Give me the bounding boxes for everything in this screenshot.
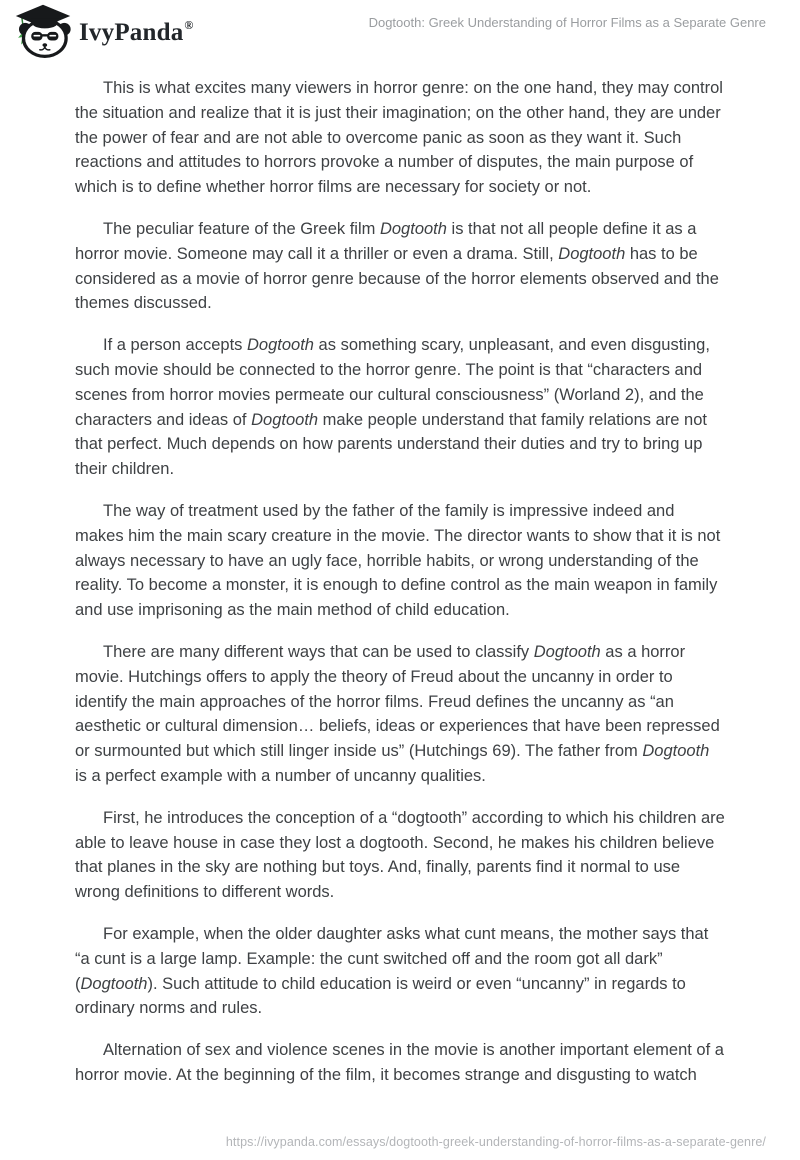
paragraph-text: Alternation of sex and violence scenes in the movie is another important element of a horror movie. At the beginning of the film, it becomes strange and disgusting to watch [75,1041,724,1084]
paragraph-text: as a horror movie. Hutchings offers to apply the theory of Freud about the uncanny in order to identify the main approaches of the horror films. Freud defines the uncanny as “an aesthetic or cultural dimension… beliefs, ideas or experiences that have been repressed or surmounted but which still linger inside us” (Hutchings 69). The father from [75,642,720,761]
paragraph-text: For example, when the older daughter asks what cunt means, the mother says that “a cunt is a large lamp. Example: the cunt switched off and the room got all dark” ( [75,924,709,993]
source-url: https://ivypanda.com/essays/dogtooth-greek-understanding-of-horror-films-as-a-separate-genre/ [225,1135,766,1149]
essay-paragraph [75,1038,725,1088]
paragraph-text: This is what excites many viewers in horror genre: on the one hand, they may control the situation and realize that it is just their imagination; on the other hand, they are under the power of fear and are not able to overcome panic as soon as they want it. Such reactions and attitudes to horrors provoke a number of disputes, the main purpose of which is to define whether horror films are necessary for society or not. [75,79,723,197]
registered-mark: ® [184,17,194,32]
essay-paragraph [75,499,725,623]
paragraph-text: as something scary, unpleasant, and even disgusting, such movie should be connected to the horror genre. The point is that “characters and scenes from horror movies permeate our cultural consciousness” (Worland 2), and the characters and ideas of [75,336,710,429]
film-title-italic: Dogtooth [558,244,626,263]
film-title-italic: Dogtooth [533,642,601,661]
ivypanda-logo-icon [14,3,72,64]
essay-paragraph [75,640,725,789]
paragraph-text: There are many different ways that can be used to classify [103,642,534,661]
essay-paragraph [75,806,725,905]
essay-paragraph [75,922,725,1021]
brand-text: IvyPanda [79,19,184,46]
page-header [0,0,800,62]
essay-body [0,62,725,1088]
paragraph-text: is a perfect example with a number of uncanny qualities. [75,766,486,785]
paragraph-text: has to be considered as a movie of horror genre because of the horror elements observed and the themes discussed. [75,244,719,313]
paragraph-text: ). Such attitude to child education is weird or even “uncanny” in regards to ordinary norms and rules. [75,974,686,1018]
paragraph-text: make people understand that family relations are not that perfect. Much depends on how parents understand their duties and try to bring up their children. [75,410,707,479]
essay-paragraph [75,333,725,482]
film-title-italic: Dogtooth [642,742,710,761]
film-title-italic: Dogtooth [247,336,314,355]
essay-paragraph [75,217,725,316]
document-title: Dogtooth: Greek Understanding of Horror Films as a Separate Genre [368,15,766,30]
paragraph-text: The way of treatment used by the father of the family is impressive indeed and makes him the main scary creature in the movie. The director wants to show that it is not always necessary to have an ugly face, horrible habits, or wrong understanding of the reality. To become a monster, it is enough to define control as the main weapon in family and use imprisoning as the main method of child education. [75,501,721,620]
paragraph-text: The peculiar feature of the Greek film [103,219,380,238]
film-title-italic: Dogtooth [251,410,319,429]
film-title-italic: Dogtooth [379,219,447,238]
essay-paragraph [75,76,725,200]
film-title-italic: Dogtooth [80,974,148,993]
brand-name [79,17,194,46]
paragraph-text: If a person accepts [103,336,247,355]
paragraph-text: is that not all people define it as a horror movie. Someone may call it a thriller or even a drama. Still, [75,219,697,263]
paragraph-text: First, he introduces the conception of a “dogtooth” according to which his children are able to leave house in case they lost a dogtooth. Second, he makes his children believe that planes in the sky are nothing but toys. And, finally, parents find it normal to use wrong definitions to different words. [75,808,725,902]
